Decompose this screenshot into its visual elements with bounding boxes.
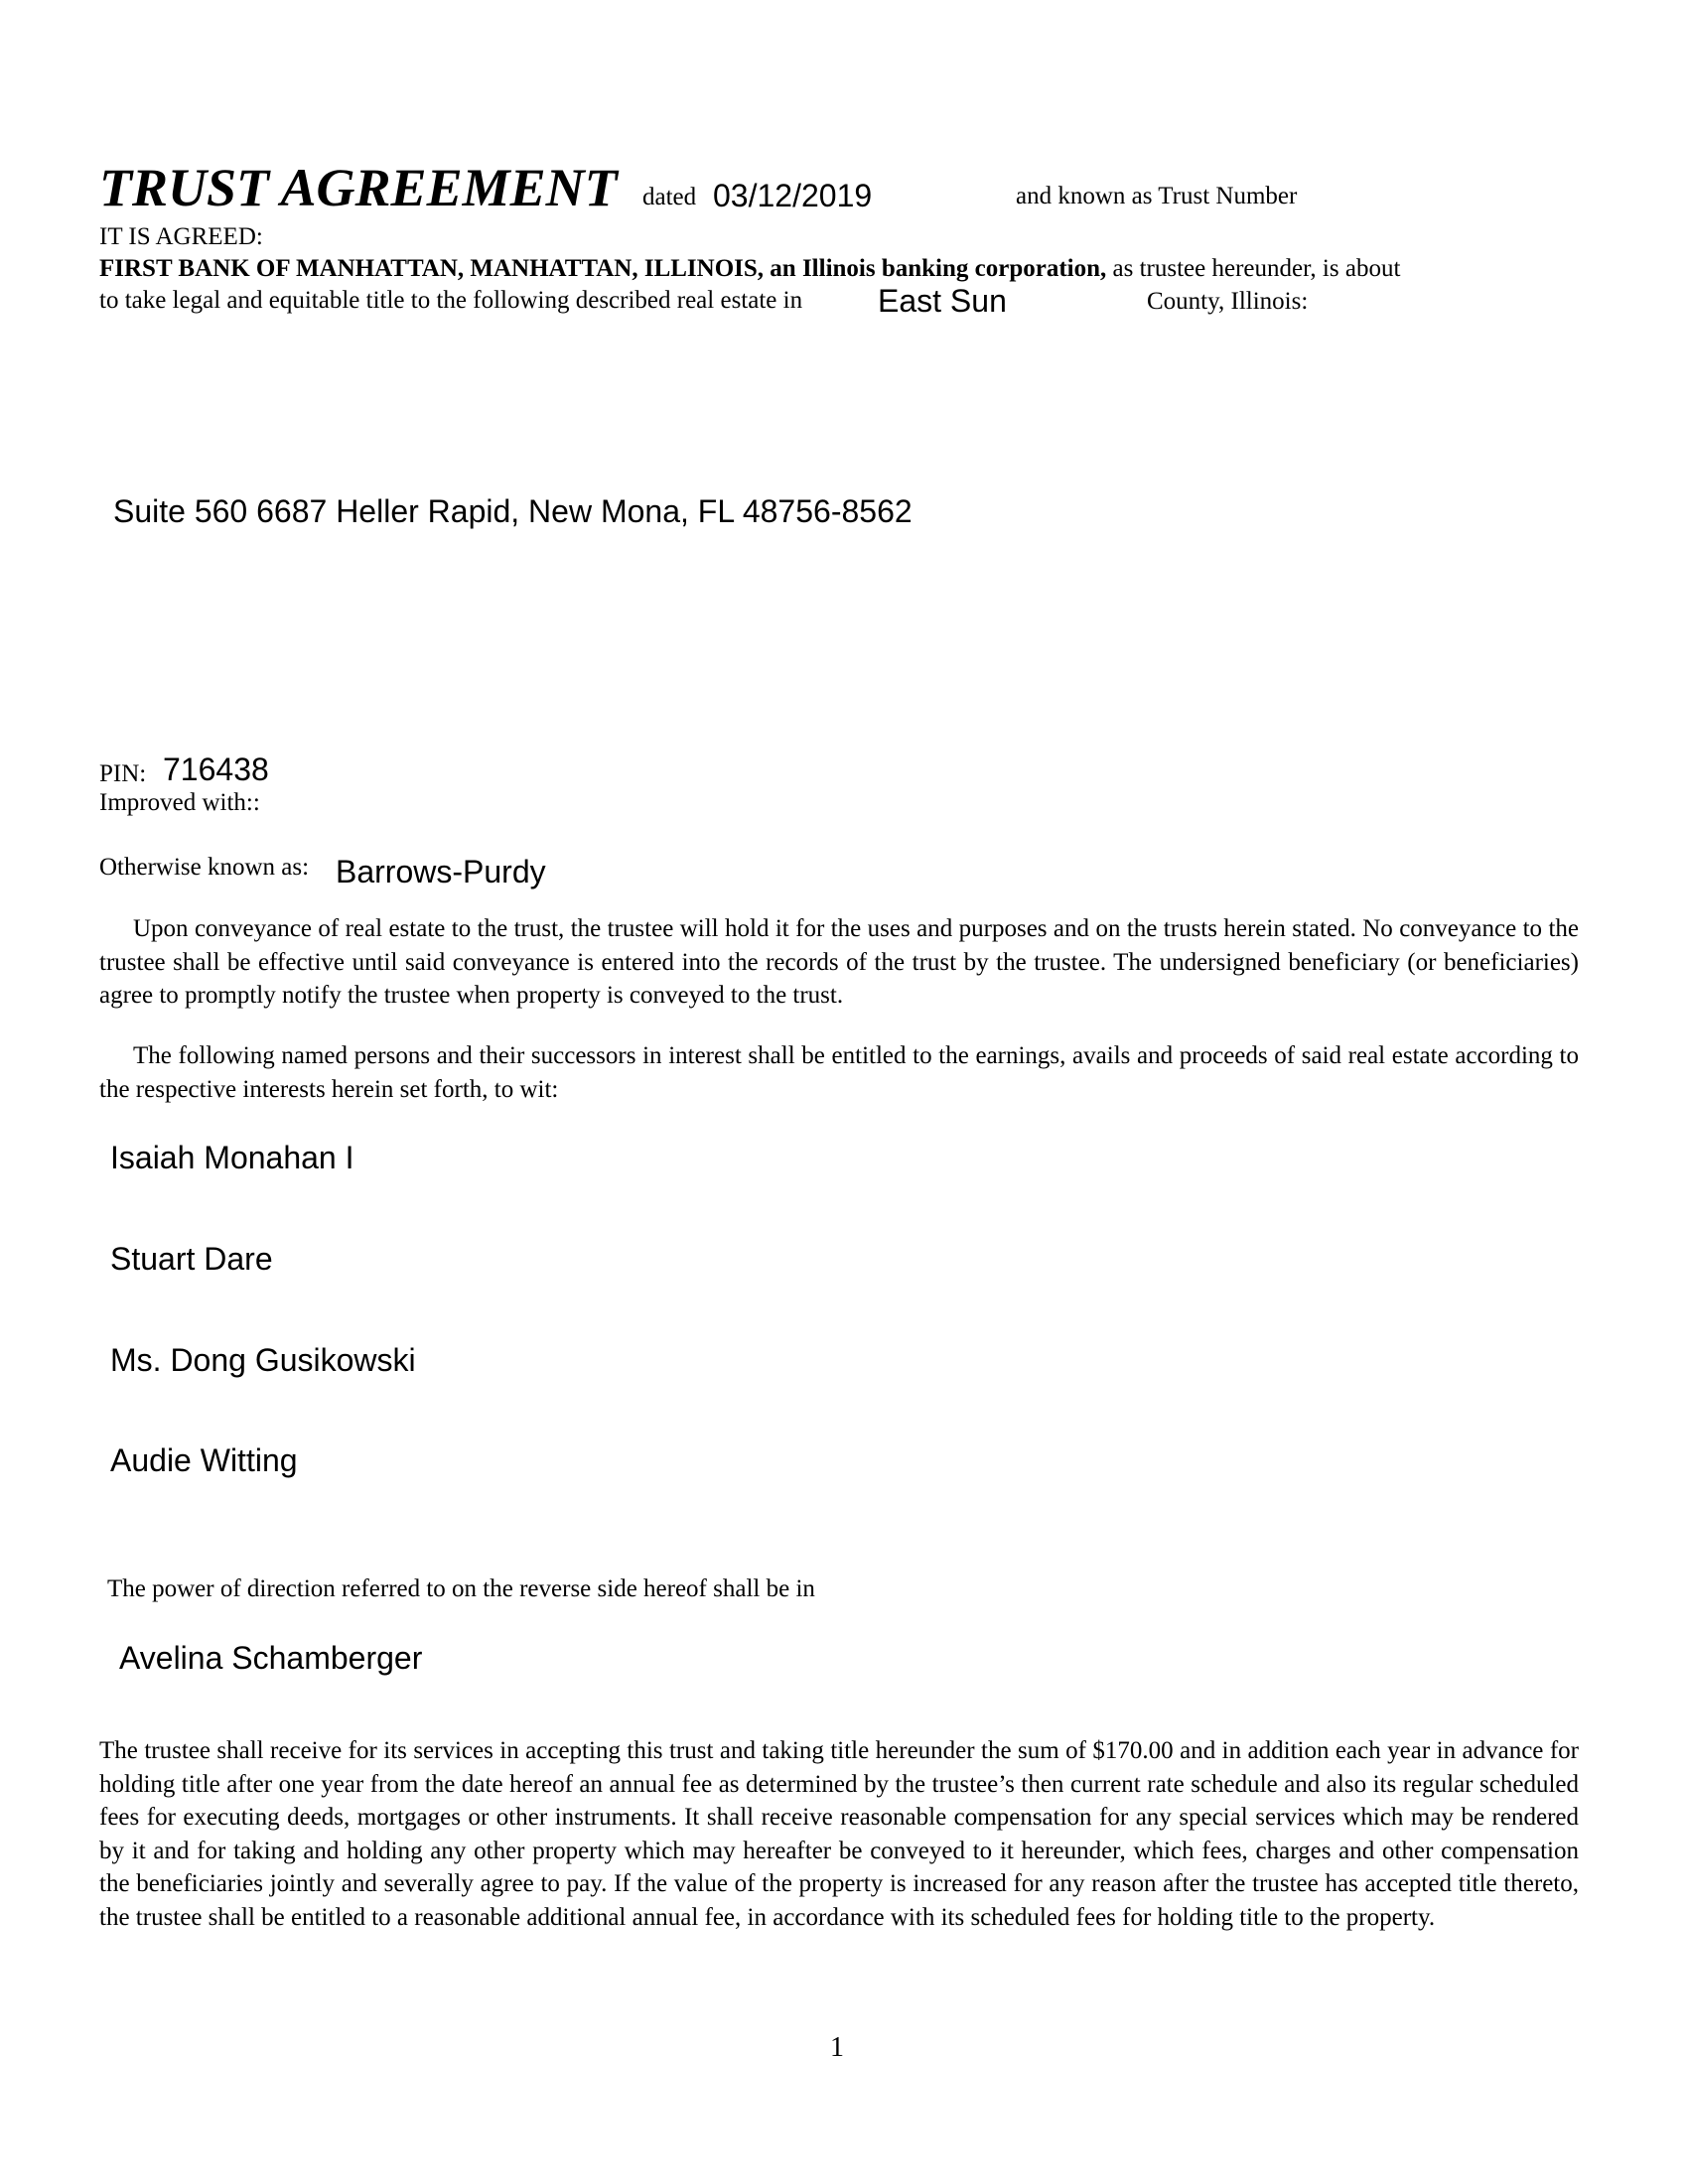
conveyance-paragraph: Upon conveyance of real estate to the trust, the trustee will hold it for the uses and purposes and on the trusts herein stated. No conveyance to the trustee shall be effective until said conveyance is entered into the records of the trust by the trustee. The undersigned beneficiary (or beneficiaries) agree to promptly notify the trustee when property is conveyed to the trust. xyxy=(99,915,1579,1009)
beneficiary-name: Isaiah Monahan I xyxy=(110,1140,354,1175)
improved-with-label: Improved with:: xyxy=(99,789,260,816)
beneficiary-name: Ms. Dong Gusikowski xyxy=(110,1342,416,1378)
fees-paragraph: The trustee shall receive for its services in accepting this trust and taking title hereunder the sum of $170.00 and in addition each year in advance for holding title after one year from the date hereof an annual fee as determined by the trustee’s then current rate schedule and also its regular scheduled fees for executing deeds, mortgages or other instruments. It shall receive reasonable compensation for any special services which may be rendered by it and for taking and holding any other property which may hereafter be conveyed to it hereunder, which fees, charges and other compensation the beneficiaries jointly and severally agree to pay. If the value of the property is increased for any reason after the trustee has accepted title thereto, the trustee shall be entitled to a reasonable additional annual fee, in accordance with its scheduled fees for holding title to the property. xyxy=(99,1737,1579,1931)
power-of-direction-intro: The power of direction referred to on the reverse side hereof shall be in xyxy=(107,1575,815,1602)
beneficiary-name: Stuart Dare xyxy=(110,1241,273,1277)
bank-line-rest: as trustee hereunder, is about xyxy=(1112,255,1401,282)
document-title: TRUST AGREEMENT xyxy=(99,158,618,217)
bank-name: FIRST BANK OF MANHATTAN, MANHATTAN, ILLINOIS, an Illinois banking corporation, xyxy=(99,255,1107,282)
bank-line xyxy=(99,255,1400,283)
otherwise-known-label: Otherwise known as: xyxy=(99,854,310,881)
beneficiary-name: Audie Witting xyxy=(110,1442,298,1478)
legal-title-line: to take legal and equitable title to the following described real estate in xyxy=(99,287,803,314)
power-holder-name: Avelina Schamberger xyxy=(119,1640,423,1676)
dated-label: dated xyxy=(642,184,697,210)
county-value: East Sun xyxy=(878,283,1007,319)
pin-label: PIN: xyxy=(99,760,147,787)
it-is-agreed: IT IS AGREED: xyxy=(99,223,263,250)
agreement-date: 03/12/2019 xyxy=(713,178,873,213)
otherwise-known-value: Barrows-Purdy xyxy=(336,854,546,889)
pin-value: 716438 xyxy=(163,751,269,787)
trust-number-label: and known as Trust Number xyxy=(1016,183,1298,209)
property-address: Suite 560 6687 Heller Rapid, New Mona, FL 48756-8562 xyxy=(113,493,913,529)
beneficiaries-intro: The following named persons and their successors in interest shall be entitled to the earnings, avails and proceeds of said real estate according to the respective interests herein set forth, to wit: xyxy=(99,1042,1579,1103)
county-label: County, Illinois: xyxy=(1147,288,1309,315)
page-number: 1 xyxy=(830,2032,844,2063)
